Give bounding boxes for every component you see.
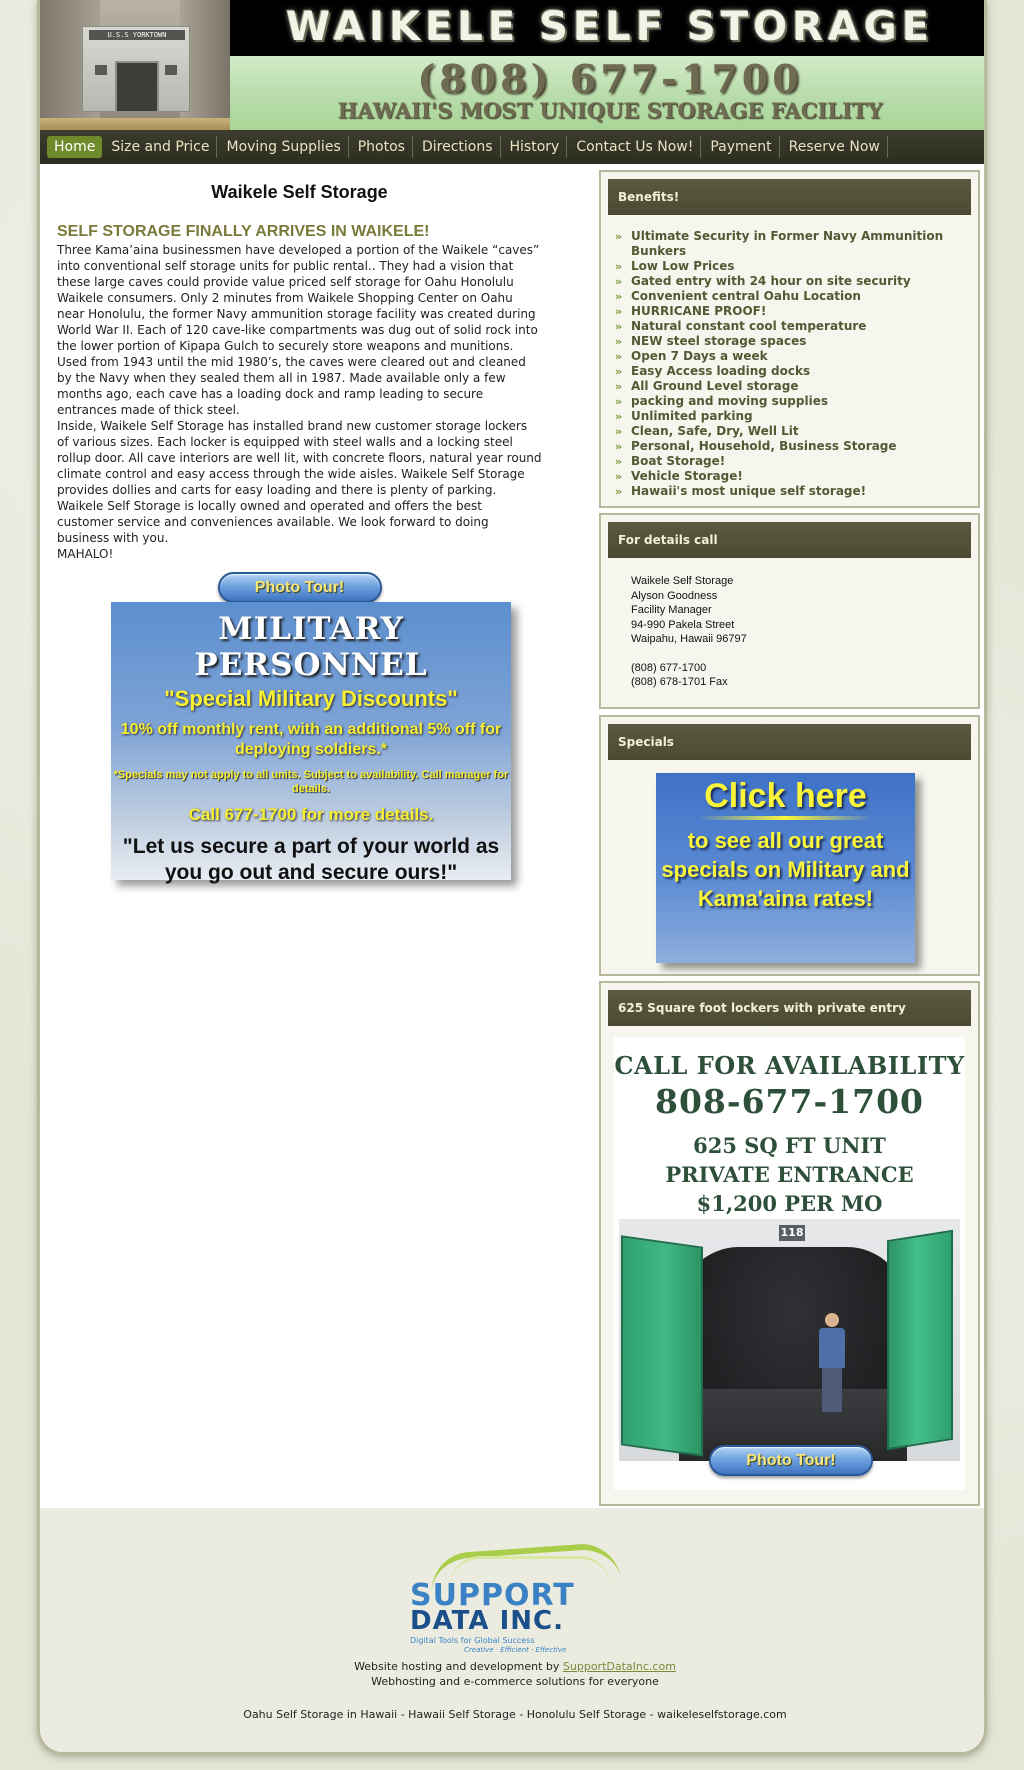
- unit-number: 118: [780, 1226, 804, 1239]
- logo-line4: Creative · Efficient · Effective: [464, 1646, 567, 1654]
- military-note: *Specials may not apply to all units. Subject to availability. Call manager for details.: [113, 769, 509, 795]
- hosting-credit: Website hosting and development by SupportDataInc.com: [354, 1660, 676, 1673]
- list-item: » Boat Storage!: [615, 454, 726, 468]
- double-chevron-icon: »: [615, 455, 623, 468]
- list-item: » Personal, Household, Business Storage: [615, 439, 897, 453]
- list-item: » Vehicle Storage!: [615, 469, 743, 483]
- list-item: » Convenient central Oahu Location: [615, 289, 861, 303]
- nav-moving-supplies[interactable]: Moving Supplies: [219, 136, 348, 158]
- list-item: » packing and moving supplies: [615, 394, 828, 408]
- brand-title-bar: [230, 0, 987, 56]
- header-phone: (808) 677-1700: [417, 56, 803, 101]
- site-footer: [40, 1508, 987, 1755]
- nav-history[interactable]: History: [503, 136, 568, 158]
- unit-size: 625 SQ FT UNIT: [693, 1133, 886, 1158]
- double-chevron-icon: »: [615, 260, 623, 273]
- nav-reserve-now[interactable]: Reserve Now: [782, 136, 888, 158]
- bunker-facade: [82, 26, 190, 112]
- nav-size-and-price[interactable]: Size and Price: [104, 136, 217, 158]
- list-item: » Low Low Prices: [615, 259, 735, 273]
- locker-photo: [619, 1219, 960, 1461]
- ecommerce-text: Webhosting and e-commerce solutions for everyone: [371, 1675, 659, 1688]
- double-chevron-icon: »: [615, 230, 623, 243]
- military-title: MILITARY PERSONNEL: [194, 611, 428, 683]
- main-content: [57, 170, 542, 603]
- main-headline: SELF STORAGE FINALLY ARRIVES IN WAIKELE!: [57, 223, 430, 240]
- locker-door-right: [887, 1230, 953, 1450]
- double-chevron-icon: »: [615, 335, 623, 348]
- specials-heading: Specials: [608, 724, 971, 760]
- double-chevron-icon: »: [615, 410, 623, 423]
- double-chevron-icon: »: [615, 425, 623, 438]
- list-item: » Unlimited parking: [615, 409, 753, 423]
- double-chevron-icon: »: [615, 350, 623, 363]
- military-quote: "Let us secure a part of your world as you go out and secure ours!": [122, 835, 500, 884]
- double-chevron-icon: »: [615, 305, 623, 318]
- lockers-heading: 625 Square foot lockers with private entry: [608, 990, 971, 1026]
- double-chevron-icon: »: [615, 440, 623, 453]
- site-header: [40, 0, 987, 130]
- inside-paragraph: Inside, Waikele Self Storage has installed brand new customer storage lockers of various sizes. Each locker is equipped with steel walls and a locking steel rollup door. All cave interiors are well lit, with concrete floors, natural year round climate control and easy access through the wide aisles. Waikele Self Storage provides dollies and carts for easy loading and there is plenty of parking. Waikele Self Storage is locally owned and operated and offers the best customer service and conveniences available. We look forward to doing business with you.: [57, 419, 542, 545]
- site-title: WAIKELE SELF STORAGE: [285, 4, 935, 50]
- city-address: Waipahu, Hawaii 96797: [631, 633, 747, 645]
- private-entrance: PRIVATE ENTRANCE: [665, 1162, 914, 1187]
- double-chevron-icon: »: [615, 275, 623, 288]
- contact-phone: (808) 677-1700: [631, 661, 707, 674]
- list-item: » Open 7 Days a week: [615, 349, 768, 363]
- logo-line2: DATA INC.: [410, 1606, 564, 1636]
- list-item: » Clean, Safe, Dry, Well Lit: [615, 424, 799, 438]
- contact-role: Facility Manager: [631, 604, 712, 616]
- double-chevron-icon: »: [615, 380, 623, 393]
- nav-contact-us[interactable]: Contact Us Now!: [569, 136, 701, 158]
- logo-line1: SUPPORT: [410, 1578, 575, 1613]
- seo-text: Oahu Self Storage in Hawaii - Hawaii Self Storage - Honolulu Self Storage - waikeleselfstorage.com: [243, 1708, 787, 1721]
- list-item: » Gated entry with 24 hour on site security: [615, 274, 911, 288]
- support-data-logo[interactable]: [410, 1548, 620, 1652]
- bunker-label: U.S.S YORKTOWN: [89, 30, 185, 40]
- lockers-photo-tour-button[interactable]: Photo Tour!: [709, 1445, 873, 1476]
- list-item: » HURRICANE PROOF!: [615, 304, 767, 318]
- specials-click-here: Click here: [704, 777, 867, 815]
- double-chevron-icon: »: [615, 365, 623, 378]
- military-discount-banner[interactable]: [111, 602, 511, 884]
- street-address: 94-990 Pakela Street: [631, 618, 735, 631]
- benefits-list: [613, 229, 978, 499]
- mahalo-text: MAHALO!: [57, 547, 114, 561]
- double-chevron-icon: »: [615, 395, 623, 408]
- list-item: » NEW steel storage spaces: [615, 334, 807, 348]
- benefits-box: [599, 170, 980, 508]
- nav-photos[interactable]: Photos: [351, 136, 413, 158]
- business-name: Waikele Self Storage: [631, 575, 734, 587]
- military-subtitle: "Special Military Discounts": [164, 686, 458, 711]
- double-chevron-icon: »: [615, 320, 623, 333]
- lockers-phone: 808-677-1700: [654, 1082, 924, 1121]
- specials-text: to see all our great specials on Military and Kama'aina rates!: [661, 828, 910, 911]
- nav-directions[interactable]: Directions: [415, 136, 501, 158]
- lockers-box: [599, 981, 980, 1506]
- list-item: » Ultimate Security in Former Navy Ammunition Bunkers: [615, 229, 944, 258]
- contact-person: Alyson Goodness: [631, 589, 718, 602]
- photo-tour-button[interactable]: Photo Tour!: [218, 572, 382, 603]
- specials-box: [599, 715, 980, 976]
- double-chevron-icon: »: [615, 470, 623, 483]
- list-item: » Easy Access loading docks: [615, 364, 811, 378]
- details-box: [599, 513, 980, 709]
- unit-price: $1,200 PER MO: [696, 1191, 883, 1216]
- double-chevron-icon: »: [615, 485, 623, 498]
- nav-payment[interactable]: Payment: [703, 136, 779, 158]
- list-item: » Natural constant cool temperature: [615, 319, 867, 333]
- contact-fax: (808) 678-1701 Fax: [631, 676, 728, 688]
- bunker-photo: [40, 0, 230, 130]
- bunker-door: [115, 61, 159, 113]
- support-data-link[interactable]: SupportDataInc.com: [562, 1660, 676, 1673]
- person-figure: [819, 1313, 845, 1413]
- logo-line3: Digital Tools for Global Success: [410, 1636, 535, 1645]
- contact-block: [631, 574, 978, 690]
- intro-paragraph: Three Kama’aina businessmen have developed a portion of the Waikele “caves” into conventional self storage units for public rental.. They had a vision that these large caves could provide value priced self storage for Oahu Honolulu Waikele consumers. Only 2 minutes from Waikele Shopping Center on Oahu near Honolulu, the former Navy ammunition storage facility was created during World War II. Each of 120 cave-like compartments was dug out of solid rock into the lower portion of Kipapa Gulch to securely store weapons and munitions. Used from 1943 until the mid 1980’s, the caves were cleared out and cleaned by the Navy when they sealed them all in 1987. Made available only a few months ago, each cave has a loading dock and ramp leading to secure entrances made of thick steel.: [57, 243, 540, 417]
- benefits-heading: Benefits!: [608, 179, 971, 215]
- specials-banner-link[interactable]: [656, 773, 915, 963]
- military-offer: 10% off monthly rent, with an additional 5% off for deploying soldiers.*: [120, 721, 502, 758]
- lockers-card: [614, 1037, 965, 1490]
- double-chevron-icon: »: [615, 290, 623, 303]
- page-title: Waikele Self Storage: [211, 182, 388, 202]
- page-container: [37, 0, 987, 1755]
- brand-phone-bar: [230, 56, 987, 130]
- locker-door-left: [621, 1235, 703, 1457]
- list-item: » Hawaii's most unique self storage!: [615, 484, 867, 498]
- details-heading: For details call: [608, 522, 971, 558]
- header-tagline: HAWAII'S MOST UNIQUE STORAGE FACILITY: [337, 98, 883, 123]
- main-nav: [40, 130, 987, 164]
- list-item: » All Ground Level storage: [615, 379, 799, 393]
- nav-home[interactable]: Home: [47, 136, 102, 158]
- military-call: Call 677-1700 for more details.: [188, 805, 434, 824]
- availability-text: CALL FOR AVAILABILITY: [614, 1051, 965, 1080]
